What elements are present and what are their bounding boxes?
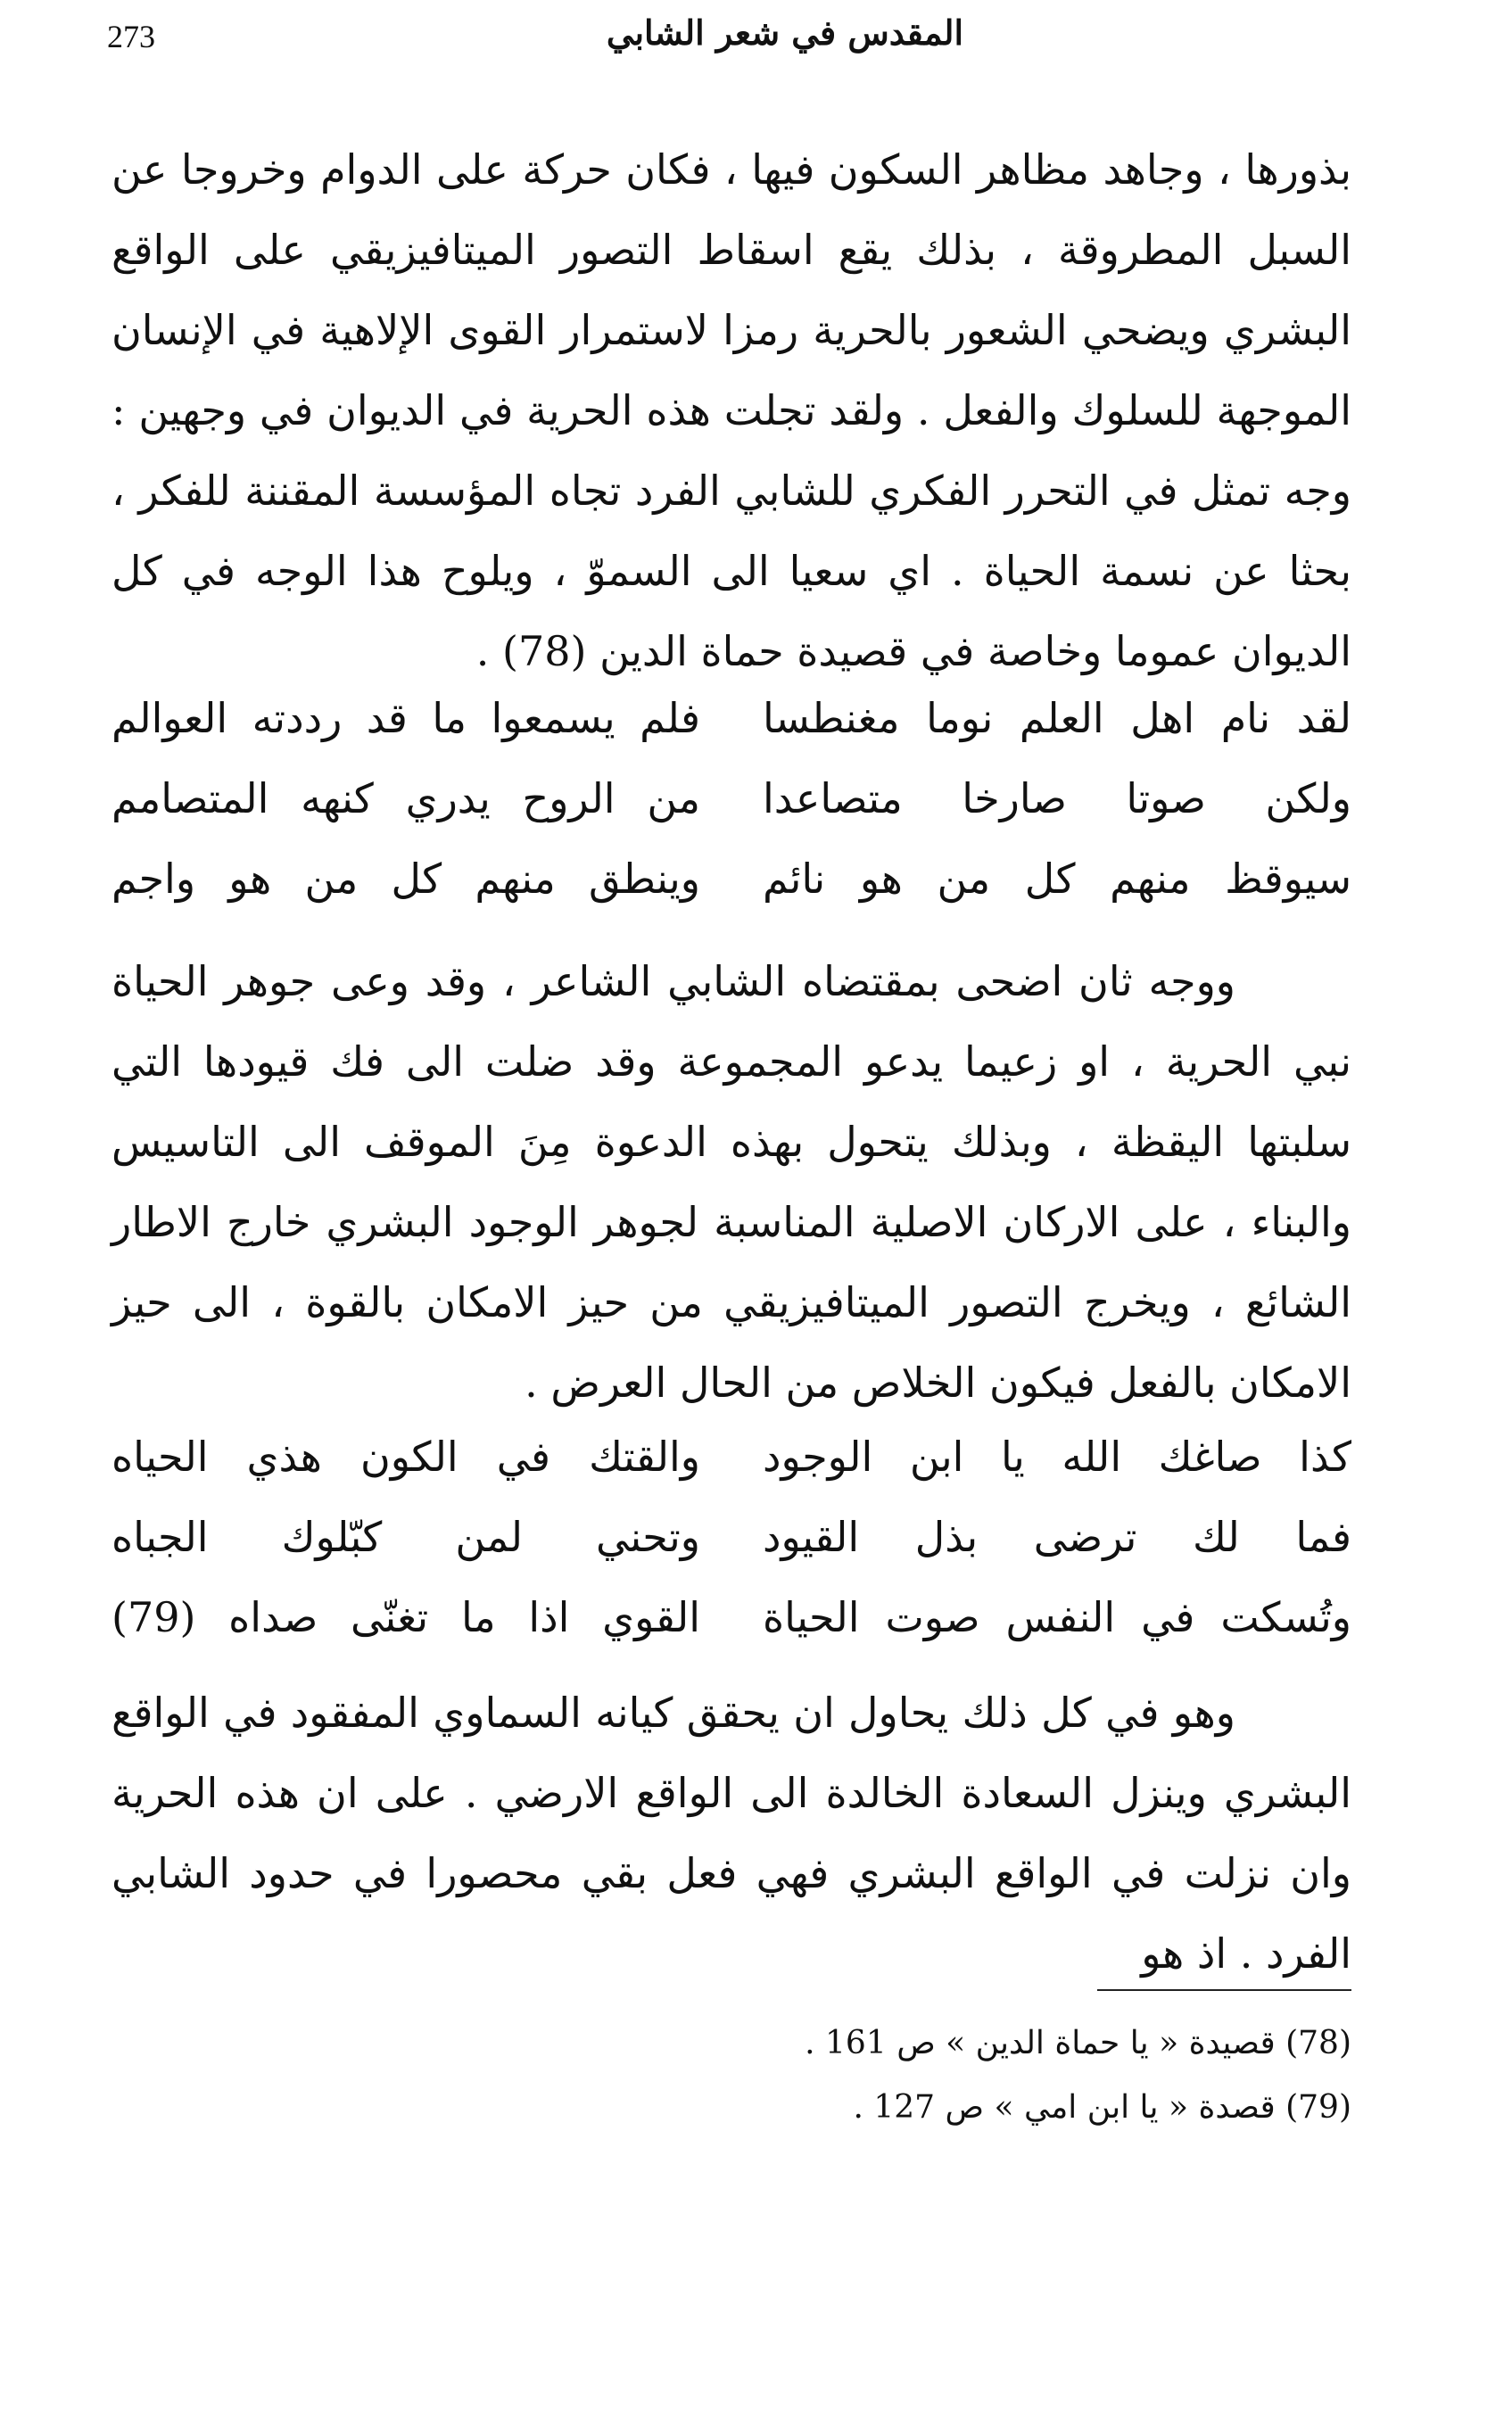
verse-second-half: والقتك في الكون هذي الحياه [112,1433,700,1481]
verse-first-half: لقد نام اهل العلم نوما مغنطسا [763,694,1351,742]
footnote-divider [1097,1989,1351,1991]
verse-line [112,1417,1351,1497]
footnote-78: (78) قصيدة « يا حماة الدين » ص 161 . [805,2025,1351,2061]
verse-line [112,1577,1351,1657]
verse-line [112,838,1351,919]
verse-first-half: فما لك ترضى بذل القيود [763,1513,1351,1561]
verse-line [112,678,1351,758]
verse-line [112,1497,1351,1577]
verse-first-half: سيوقظ منهم كل من هو نائم [763,855,1351,903]
poem-block-1 [112,678,1351,919]
paragraph-1: بذورها ، وجاهد مظاهر السكون فيها ، فكان حركة على الدوام وخروجا عن السبل المطروقة ، بذلك يقع اسقاط التصور الميتافيزيقي على الواقع البشري ويضحي الشعور بالحرية رمزا لاستمرار القوى الإلاهية في الإنسان الموجهة للسلوك والفعل . ولقد تجلت هذه الحرية في الديوان في وجهين : وجه تمثل في التحرر الفكري للشابي الفرد تجاه المؤسسة المقننة للفكر ، بحثا عن نسمة الحياة . اي سعيا الى السموّ ، ويلوح هذا الوجه في كل الديوان عموما وخاصة في قصيدة حماة الدين (78) . [112,145,1351,675]
verse-second-half: القوي اذا ما تغنّى صداه (79) [112,1593,700,1641]
verse-first-half: وتُسكت في النفس صوت الحياة [763,1593,1351,1641]
paragraph-3: وهو في كل ذلك يحاول ان يحقق كيانه السماوي المفقود في الواقع البشري وينزل السعادة الخالدة الى الواقع الارضي . على ان هذه الحرية وان نزلت في الواقع البشري فهي فعل بقي محصورا في حدود الشابي الفرد . اذ هو [112,1689,1351,1978]
running-title: المقدس في شعر الشابي [606,12,963,53]
verse-first-half: كذا صاغك الله يا ابن الوجود [763,1433,1351,1481]
verse-second-half: وتحني لمن كبّلوك الجباه [112,1513,700,1561]
verse-second-half: فلم يسمعوا ما قد رددته العوالم [112,694,700,742]
running-header [107,12,1356,66]
paragraph-2: ووجه ثان اضحى بمقتضاه الشابي الشاعر ، وقد وعى جوهر الحياة نبي الحرية ، او زعيما يدعو المجموعة وقد ضلت الى فك قيودها التي سلبتها اليقظة ، وبذلك يتحول بهذه الدعوة مِنَ الموقف الى التاسيس والبناء ، على الاركان الاصلية المناسبة لجوهر الوجود البشري خارج الاطار الشائع ، ويخرج التصور الميتافيزيقي من حيز الامكان بالقوة ، الى حيز الامكان بالفعل فيكون الخلاص من الحال العرض . [112,957,1351,1407]
poem-block-2 [112,1417,1351,1657]
footnote-79: (79) قصدة « يا ابن امي » ص 127 . [853,2089,1351,2126]
page-number: 273 [107,19,155,54]
verse-first-half: ولكن صوتا صارخا متصاعدا [763,774,1351,822]
verse-second-half: وينطق منهم كل من هو واجم [112,855,700,903]
footnotes [112,2011,1351,2140]
verse-second-half: من الروح يدري كنهه المتصامم [112,774,700,822]
verse-line [112,758,1351,838]
